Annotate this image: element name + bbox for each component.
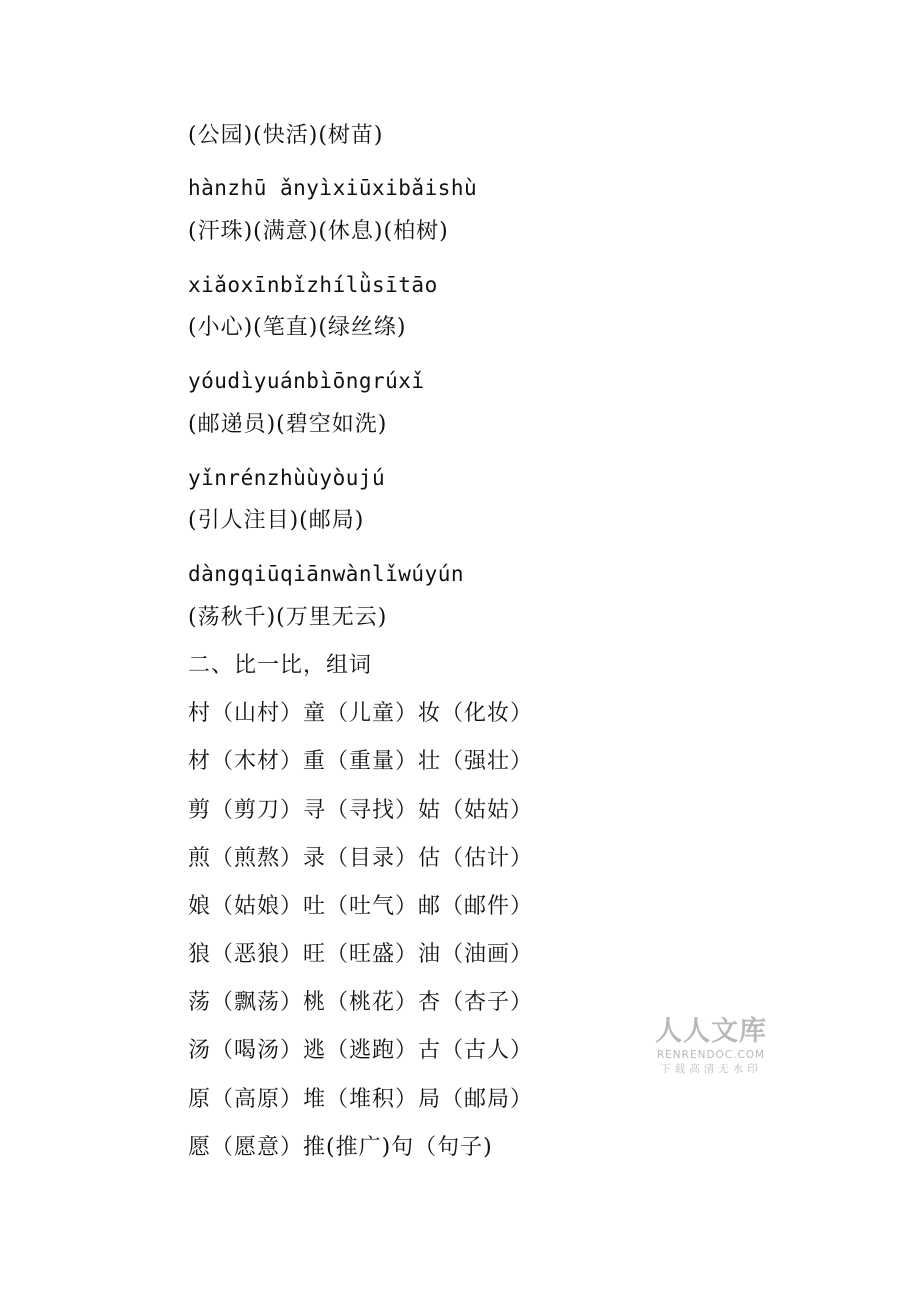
text-line-1: (公园)(快活)(树苗) <box>188 123 384 148</box>
watermark-domain: RENRENDOC.COM <box>656 1049 766 1061</box>
word-group-row-2: 材（木材）重（重量）壮（强壮） <box>188 749 534 774</box>
word-group-row-4: 煎（煎熬）录（目录）估（估计） <box>188 846 534 871</box>
pinyin-line-3: yóudìyuánbìōngrúxǐ <box>188 369 425 393</box>
word-group-row-6: 狼（恶狼）旺（旺盛）油（油画） <box>188 942 534 967</box>
pinyin-line-5: dàngqiūqiānwànlǐwúyún <box>188 562 465 586</box>
word-group-row-3: 剪（剪刀）寻（寻找）姑（姑姑） <box>188 798 534 823</box>
word-group-row-10: 愿（愿意）推(推广)句（句子) <box>188 1135 493 1160</box>
watermark-logo <box>646 1016 776 1076</box>
watermark-subtitle: 下载高清无水印 <box>660 1063 762 1075</box>
word-group-row-7: 荡（飘荡）桃（桃花）杏（杏子） <box>188 990 534 1015</box>
text-line-5: (引人注目)(邮局) <box>188 508 365 533</box>
word-group-row-8: 汤（喝汤）逃（逃跑）古（古人） <box>188 1038 534 1063</box>
watermark-title: 人人文库 <box>655 1016 767 1047</box>
pinyin-line-4: yǐnrénzhùùyòujú <box>188 466 386 490</box>
text-line-6: (荡秋千)(万里无云) <box>188 605 388 630</box>
text-line-4: (邮递员)(碧空如洗) <box>188 412 388 437</box>
pinyin-line-2: xiǎoxīnbǐzhílǜsītāo <box>188 273 438 297</box>
word-group-row-9: 原（高原）堆（堆积）局（邮局） <box>188 1087 534 1112</box>
word-group-row-1: 村（山村）童（儿童）妆（化妆） <box>188 701 534 726</box>
section-heading: 二、比一比，组词 <box>188 653 373 678</box>
pinyin-line-1: hànzhū ǎnyìxiūxibǎishù <box>188 176 478 200</box>
text-line-2: (汗珠)(满意)(休息)(柏树) <box>188 219 449 244</box>
text-line-3: (小心)(笔直)(绿丝绦) <box>188 315 407 340</box>
word-group-row-5: 娘（姑娘）吐（吐气）邮（邮件） <box>188 894 534 919</box>
